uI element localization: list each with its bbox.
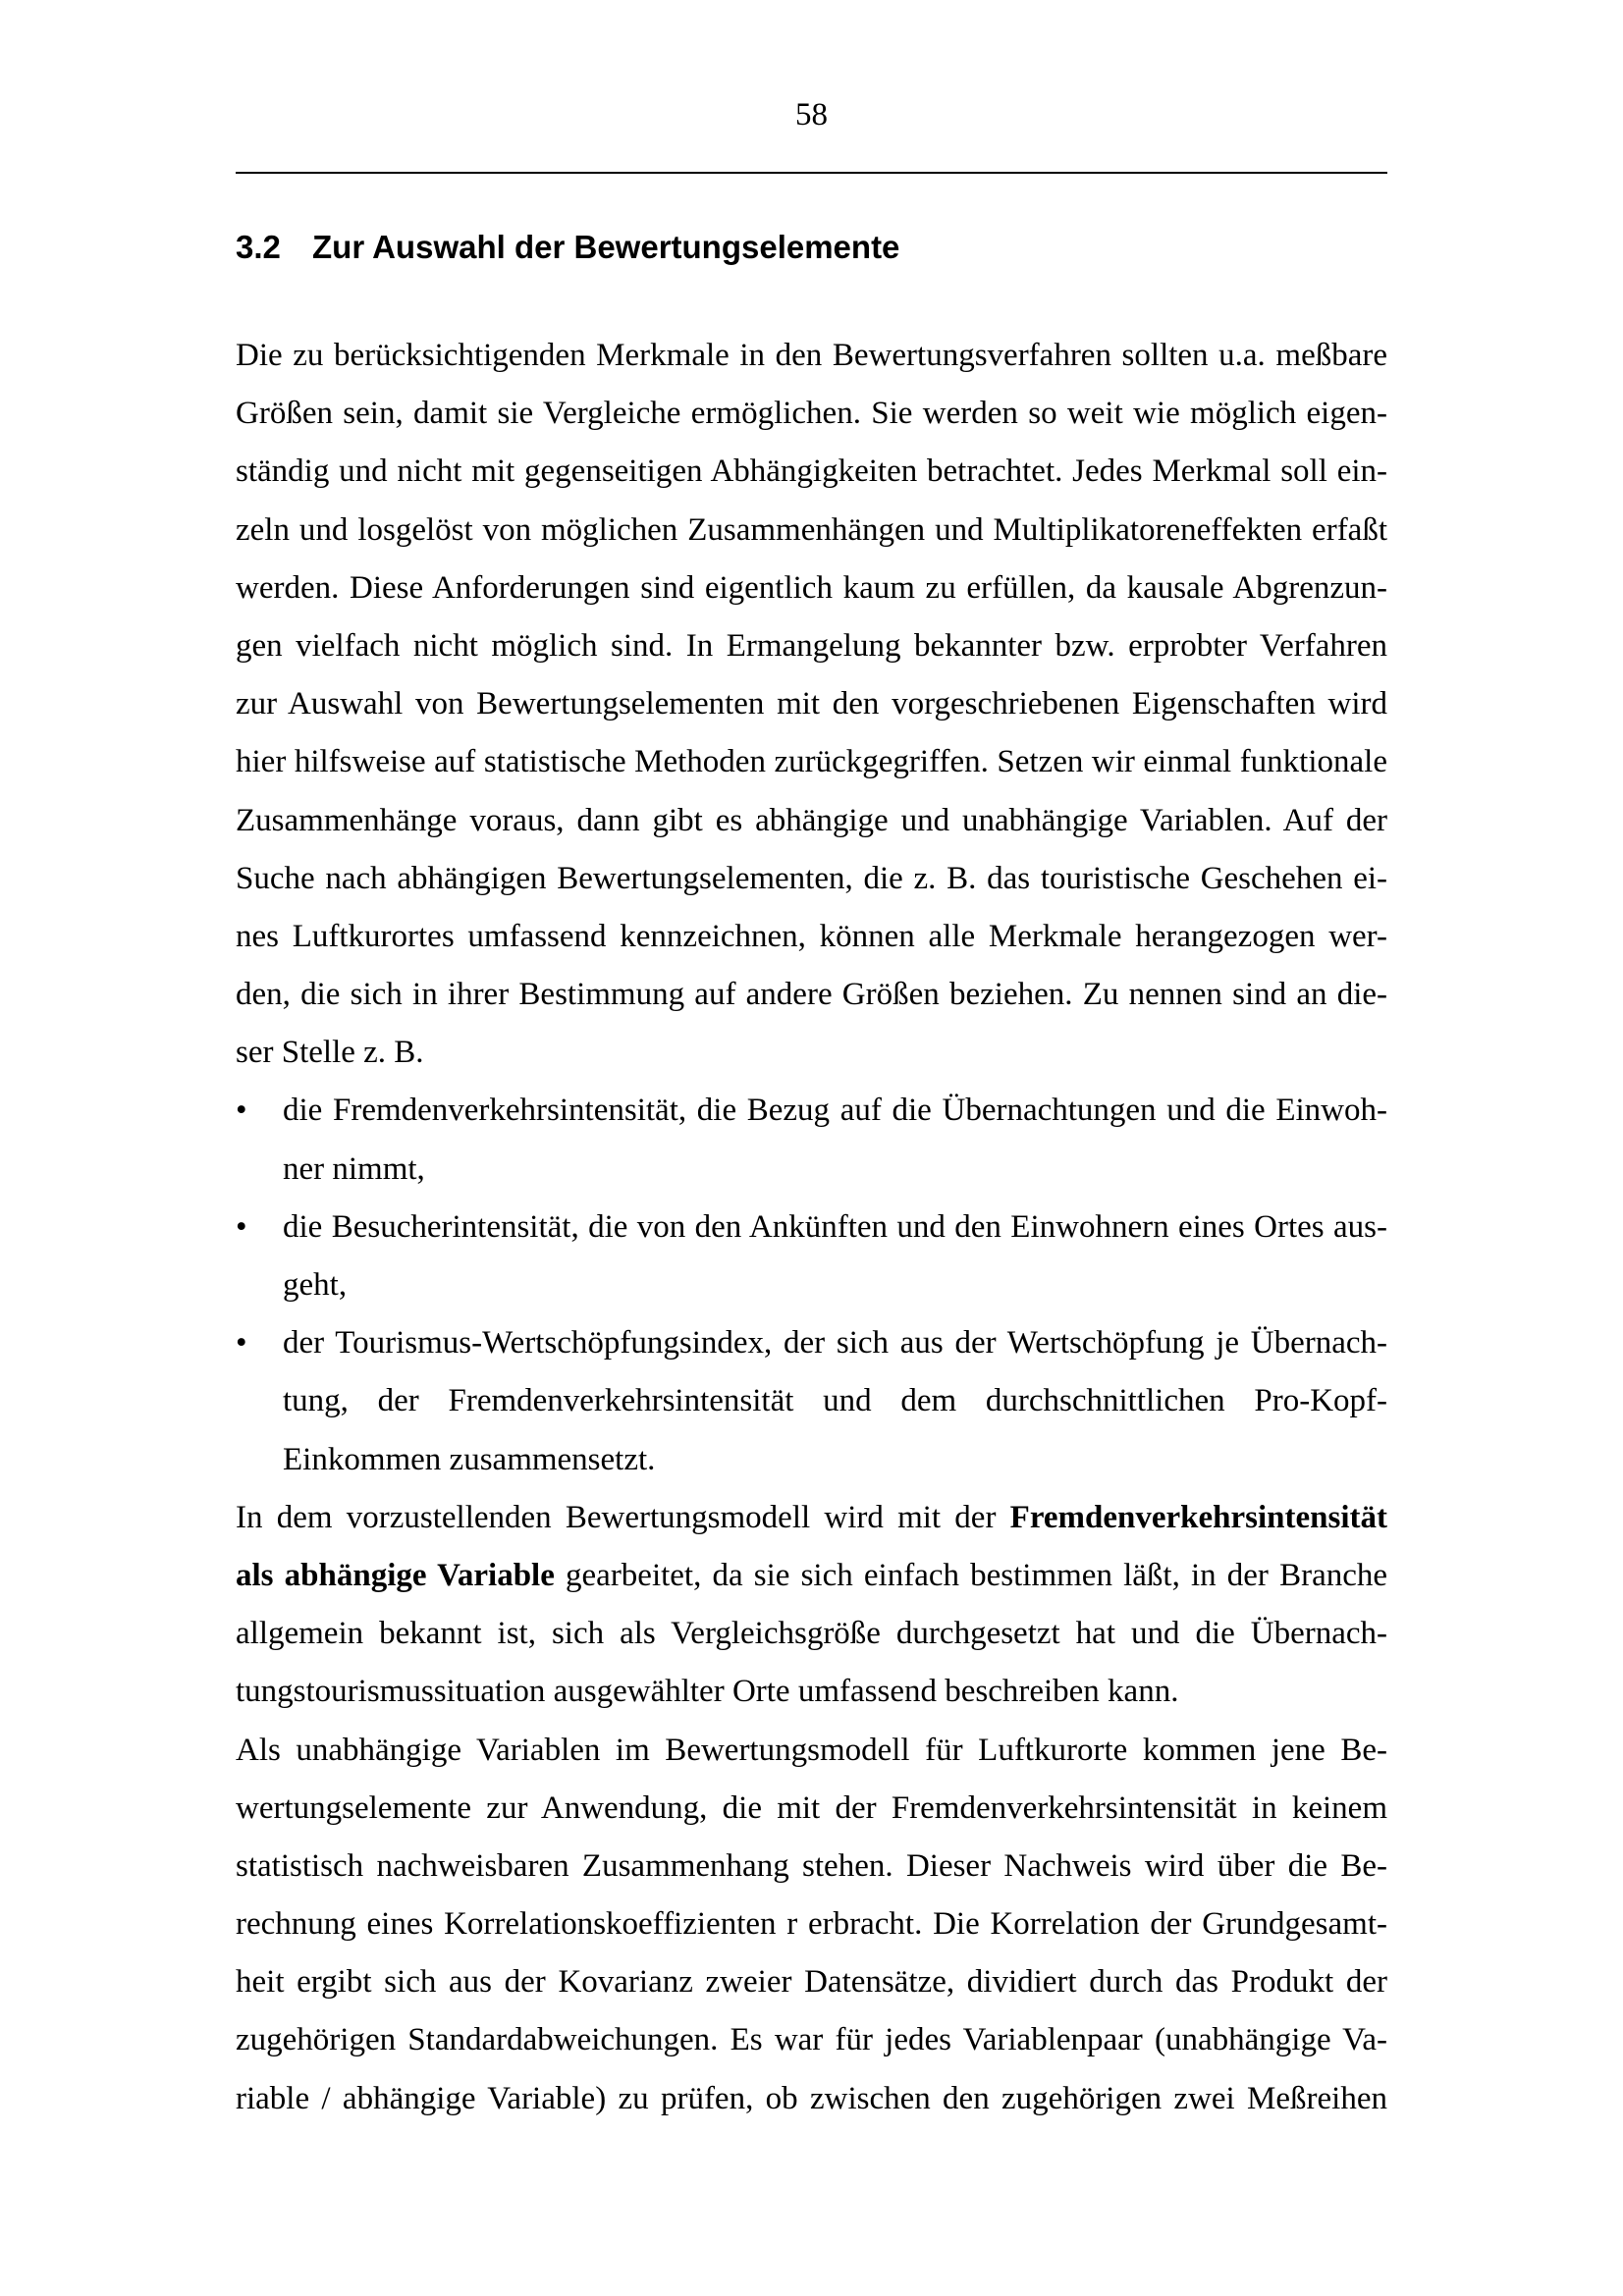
text-line: riable / abhängige Variable) zu prüfen, ob zwischen den zugehörigen zwei Meßreihen (236, 2080, 1387, 2116)
text-line: werden. Diese Anforderungen sind eigentlich kaum zu erfüllen, da kausale Abgrenzun- (236, 569, 1387, 606)
text-line (236, 1547, 1387, 1605)
body-text (236, 327, 1387, 2128)
text-line: den, die sich in ihrer Bestimmung auf andere Größen beziehen. Zu nennen sind an die- (236, 977, 1387, 1013)
text-line: zur Auswahl von Bewertungselementen mit den vorgeschriebenen Eigenschaften wird (236, 686, 1387, 722)
text-line: Die zu berücksichtigenden Merkmale in den Bewertungsverfahren sollten u.a. meßbare (236, 338, 1387, 373)
header-rule (236, 172, 1387, 174)
paragraph (236, 1722, 1387, 2128)
text-line: Suche nach abhängigen Bewertungselementen, die z. B. das touristische Geschehen ei- (236, 860, 1387, 896)
bullet-item (236, 1199, 1387, 1314)
text-line: rechnung eines Korrelationskoeffizienten r erbracht. Die Korrelation der Grundgesamt- (236, 1906, 1387, 1943)
text-line (236, 1489, 1387, 1547)
text-line: statistisch nachweisbaren Zusammenhang stehen. Dieser Nachweis wird über die Be- (236, 1847, 1387, 1884)
bullet-item (236, 1082, 1387, 1198)
text-line: heit ergibt sich aus der Kovarianz zweier Datensätze, dividiert durch das Produkt der (236, 1964, 1387, 2001)
text-line: wertungselemente zur Anwendung, die mit der Fremdenverkehrsintensität in keinem (236, 1789, 1387, 1826)
text-line: ser Stelle z. B. (236, 1035, 424, 1071)
section-number: 3.2 (236, 229, 281, 265)
text-line: ständig und nicht mit gegenseitigen Abhängigkeiten betrachtet. Jedes Merkmal soll ein- (236, 454, 1387, 490)
text-line: die Besucherintensität, die von den Ankünften und den Einwohnern eines Ortes aus- (283, 1208, 1387, 1245)
section-title: Zur Auswahl der Bewertungselemente (312, 229, 900, 265)
bullet-icon: • (236, 1208, 247, 1245)
bullet-icon: • (236, 1093, 247, 1129)
text-line: Größen sein, damit sie Vergleiche ermöglichen. Sie werden so weit wie möglich eigen- (236, 396, 1387, 432)
text-line: geht, (283, 1267, 348, 1303)
bullet-item (236, 1314, 1387, 1489)
page-number: 58 (795, 97, 828, 133)
text-line: zugehörigen Standardabweichungen. Es war für jedes Variablenpaar (unabhängige Va- (236, 2022, 1387, 2058)
bold-term: als abhängige Variable (236, 1557, 555, 1593)
text-span: gearbeitet, da sie sich einfach bestimmen läßt, in der Branche (554, 1557, 1387, 1593)
paragraph (236, 1489, 1387, 1722)
paragraph (236, 327, 1387, 1082)
text-line: Als unabhängige Variablen im Bewertungsmodell für Luftkurorte kommen jene Be- (236, 1732, 1387, 1768)
text-line: tung, der Fremdenverkehrsintensität und dem durchschnittlichen Pro-Kopf- (283, 1383, 1387, 1419)
text-line: tungstourismussituation ausgewählter Orte umfassend beschreiben kann. (236, 1674, 1179, 1710)
text-line: hier hilfsweise auf statistische Methoden zurückgegriffen. Setzen wir einmal funktionale (236, 744, 1387, 780)
text-line: ner nimmt, (283, 1150, 425, 1187)
text-line: Zusammenhänge voraus, dann gibt es abhängige und unabhängige Variablen. Auf der (236, 802, 1387, 838)
bullet-icon: • (236, 1325, 247, 1362)
text-line: zeln und losgelöst von möglichen Zusammenhängen und Multiplikatoreneffekten erfaßt (236, 511, 1387, 548)
bold-term: Fremdenverkehrsintensität (1009, 1499, 1387, 1535)
section-heading (236, 226, 899, 269)
text-line: gen vielfach nicht möglich sind. In Ermangelung bekannter bzw. erprobter Verfahren (236, 627, 1387, 664)
text-line: nes Luftkurortes umfassend kennzeichnen, können alle Merkmale herangezogen wer- (236, 918, 1387, 954)
text-line: die Fremdenverkehrsintensität, die Bezug auf die Übernachtungen und die Einwoh- (283, 1093, 1387, 1129)
text-line: Einkommen zusammensetzt. (283, 1441, 656, 1477)
text-span: In dem vorzustellenden Bewertungsmodell wird mit der (236, 1499, 1010, 1535)
text-line: der Tourismus-Wertschöpfungsindex, der sich aus der Wertschöpfung je Übernach- (283, 1325, 1387, 1362)
text-line: allgemein bekannt ist, sich als Vergleichsgröße durchgesetzt hat und die Übernach- (236, 1616, 1387, 1652)
